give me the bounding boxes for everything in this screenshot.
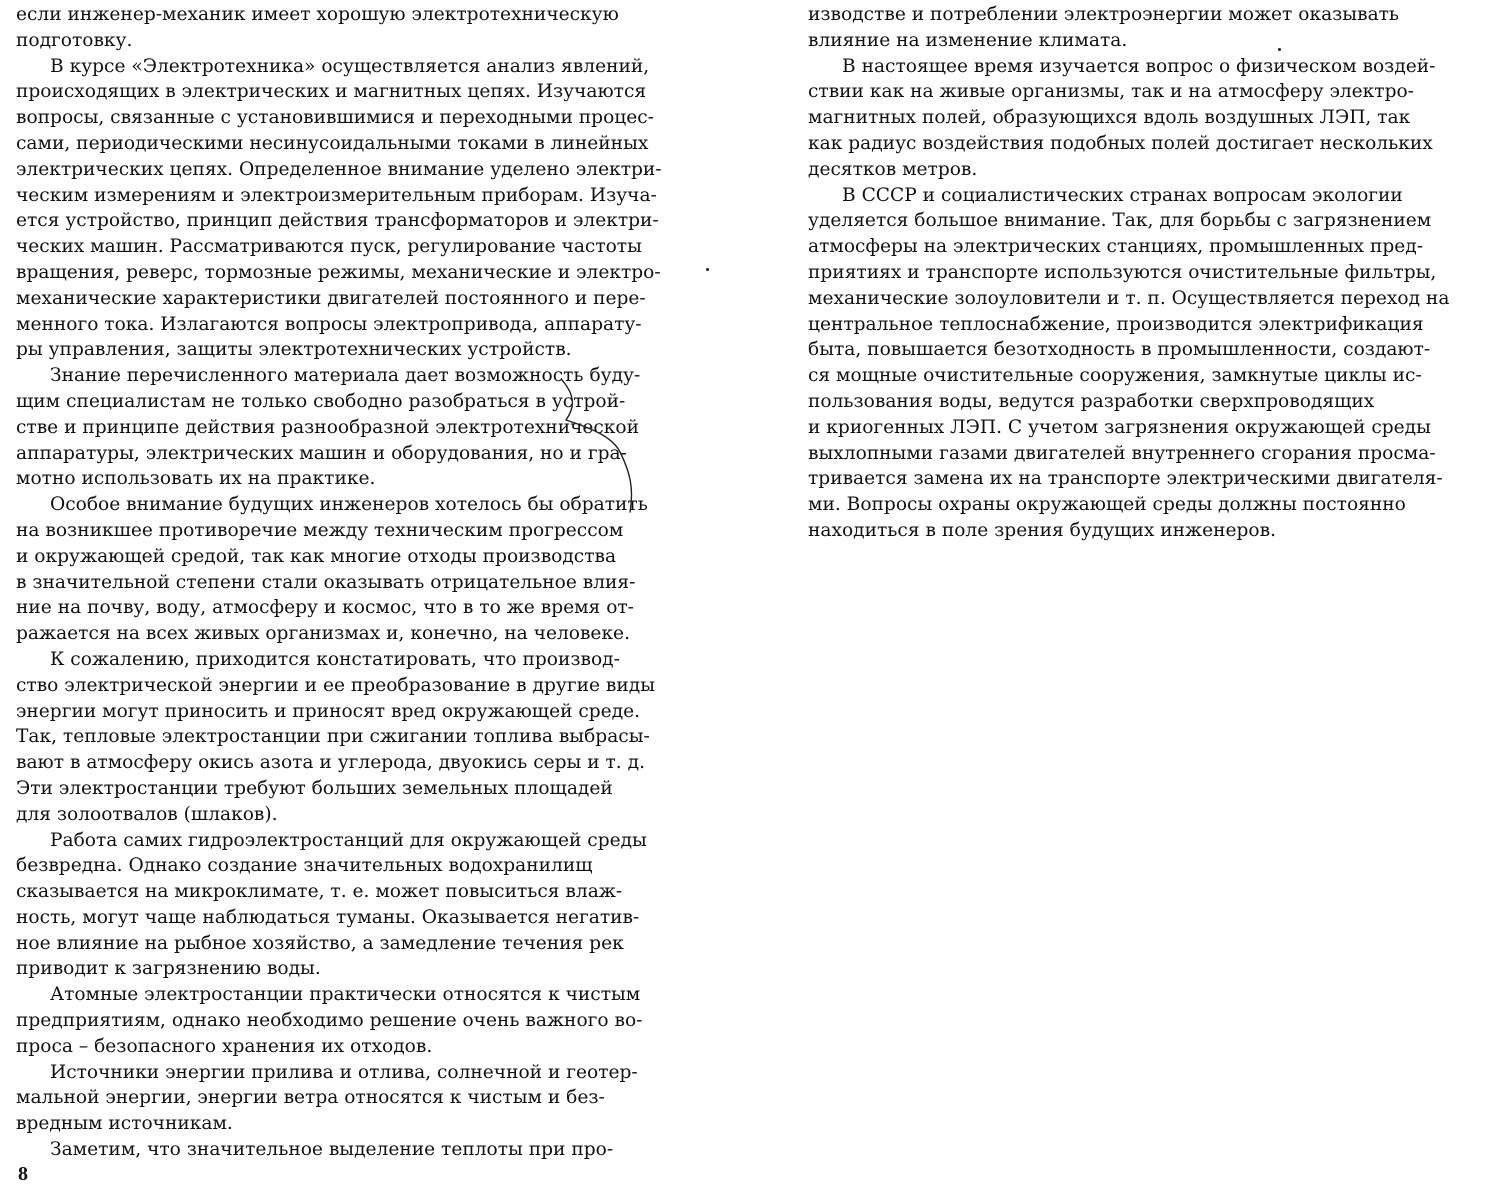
right-page (808, 2, 1482, 544)
page-number: 8 (18, 1163, 28, 1185)
paragraph: В курсе «Электротехника» осуществляется анализ явлений, происходящих в электрических и магнитных цепях. Изучаются вопросы, связанные с установившимися и переходными процес- сами, периодическими несинусоидальными токами в линейных электрических цепях. Определенное внимание уделено электри- ческим измерениям и электроизмерительным приборам. Изуча- ется устройство, принцип действия трансформаторов и электри- ческих машин. Рассматриваются пуск, регулирование частоты вращения, реверс, тормозные режимы, механические и электро- механические характеристики двигателей постоянного и пере- менного тока. Излагаются вопросы электропривода, аппарату- ры управления, защиты электротехнических устройств. (16, 55, 662, 361)
pen-stroke (562, 380, 632, 512)
paragraph: Источники энергии прилива и отлива, солнечной и геотер- мальной энергии, энергии ветра относятся к чистым и без- вредным источникам. (16, 1061, 638, 1135)
paragraph: К сожалению, приходится констатировать, что производ- ство электрической энергии и ее преобразование в другие виды энергии могут приносить и приносят вред окружающей среде. Так, тепловые электростанции при сжигании топлива выбрасы- вают в атмосферу окись азота и углерода, двуокись серы и т. д. Эти электростанции требуют больших земельных площадей для золоотвалов (шлаков). (16, 648, 655, 825)
scan-speck (1278, 48, 1281, 51)
scan-speck (706, 268, 709, 271)
paragraph: Заметим, что значительное выделение теплоты при про- (50, 1139, 614, 1161)
paragraph: В настоящее время изучается вопрос о физическом воздей- ствии как на живые организмы, так и на атмосферу электро- магнитных полей, образующихся вдоль воздушных ЛЭП, так как радиус воздействия подобных полей достигает нескольких десятков метров. (808, 55, 1436, 180)
paragraph: Работа самих гидроэлектростанций для окружающей среды безвредна. Однако создание значительных водохранилищ сказывается на микроклимате, т. е. может повыситься влаж- ность, могут чаще наблюдаться туманы. Оказывается негатив- ное влияние на рыбное хозяйство, а замедление течения рек приводит к загрязнению воды. (16, 829, 647, 980)
paragraph: Знание перечисленного материала дает возможность буду- щим специалистам не только свободно разобраться в устрой- стве и принципе действия разнообразной электротехнической аппаратуры, электрических машин и оборудования, но и гра- мотно использовать их на практике. (16, 365, 641, 490)
paragraph: изводстве и потреблении электроэнергии может оказывать влияние на изменение климата. (808, 4, 1400, 51)
pen-annotation-mark (560, 376, 650, 516)
paragraph: Атомные электростанции практически относятся к чистым предприятиям, однако необходимо решение очень важного во- проса – безопасного хранения их отходов. (16, 984, 643, 1057)
left-page (16, 2, 690, 1163)
paragraph: если инженер-механик имеет хорошую электротехническую подготовку. (16, 4, 619, 51)
paragraph: Особое внимание будущих инженеров хотелось бы обратить на возникшее противоречие между техническим прогрессом и окружающей средой, так как многие отходы производства в значительной степени стали оказывать отрицательное влия- ние на почву, воду, атмосферу и космос, что в то же время от- ражается на всех живых организмах и, конечно, на человеке. (16, 494, 648, 645)
paragraph: В СССР и социалистических странах вопросам экологии уделяется большое внимание. Так, для борьбы с загрязнением атмосферы на электрических станциях, промышленных пред- приятиях и транспорте используются очистительные фильтры, механические золоуловители и т. п. Осуществляется переход на центральное теплоснабжение, производится электрификация быта, повышается безотходность в промышленности, создают- ся мощные очистительные сооружения, замкнутые циклы ис- пользования воды, ведутся разработки сверхпроводящих и криогенных ЛЭП. С учетом загрязнения окружающей среды выхлопными газами двигателей внутреннего сгорания просма- тривается замена их на транспорте электрическими двигателя- ми. Вопросы охраны окружающей среды должны постоянно находиться в поле зрения будущих инженеров. (808, 184, 1450, 541)
